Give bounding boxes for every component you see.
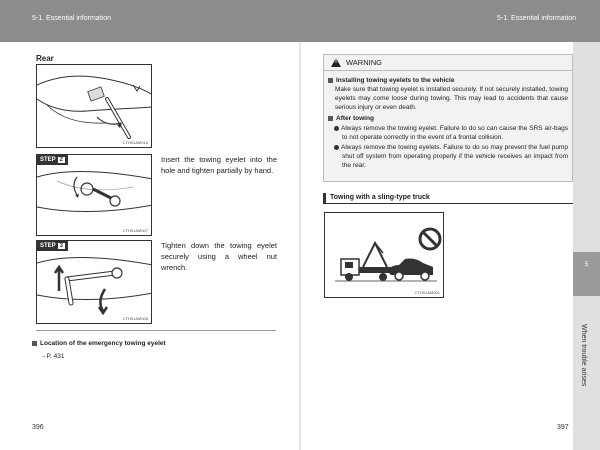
location-page-ref[interactable]: →P. 431	[40, 353, 65, 360]
page-number-left: 396	[32, 424, 44, 431]
warning-bullet-text: Always remove the towing eyelets. Failure to do so may prevent the fuel pump shut off system from operating properly if the vehicle receives an impact from the rear.	[341, 144, 568, 169]
section-divider	[36, 330, 276, 331]
warning-bullet	[328, 124, 568, 142]
step-label: STEP	[40, 243, 56, 249]
figure-step-3	[36, 240, 152, 324]
figure-step-2	[36, 154, 152, 236]
figure-sling-truck	[324, 212, 444, 298]
square-bullet-icon	[328, 116, 333, 121]
side-tab	[573, 42, 600, 450]
step-number: 2	[59, 157, 64, 163]
tighten-eyelet-illustration	[37, 241, 152, 324]
header-bar	[0, 0, 600, 42]
warning-heading-install: Installing towing eyelets to the vehicle	[336, 77, 455, 84]
step-2-text: Insert the towing eyelet into the hole and tighten partially by hand.	[161, 155, 277, 175]
step-2-badge	[37, 155, 68, 165]
page-number-right: 397	[557, 424, 569, 431]
warning-title: WARNING	[346, 58, 382, 67]
warning-header	[324, 55, 572, 71]
figure-code: CTH51AM001	[414, 290, 440, 295]
figure-code: CTH51AM007	[122, 228, 148, 233]
warning-subheading	[328, 76, 568, 85]
warning-body	[324, 71, 572, 173]
step-label: STEP	[40, 157, 56, 163]
warning-triangle-icon	[331, 58, 341, 67]
square-bullet-icon	[328, 78, 333, 83]
rear-bumper-illustration	[37, 65, 152, 148]
sling-truck-prohibited-illustration	[325, 213, 445, 299]
location-heading	[32, 340, 166, 347]
header-left-title: 5-1. Essential information	[32, 15, 111, 22]
insert-eyelet-illustration	[37, 155, 152, 236]
step-3-badge	[37, 241, 68, 251]
square-bullet-icon	[32, 341, 37, 346]
warning-install-text: Make sure that towing eyelet is installed securely. If not securely installed, towing eyelets may come loose during towing. This may lead to accidents that cause serious injury or even death.	[335, 86, 568, 111]
warning-bullet-text: Always remove the towing eyelet. Failure to do so can cause the SRS air-bags to not operate correctly in the event of a frontal collision.	[341, 125, 568, 141]
bullet-dot-icon	[334, 145, 339, 150]
section-title-rear: Rear	[36, 54, 54, 63]
page-divider	[299, 42, 301, 450]
sling-section-title: Towing with a sling-type truck	[323, 193, 573, 204]
header-right-title: 5-1. Essential information	[497, 15, 576, 22]
step-number: 3	[59, 243, 64, 249]
warning-bullet	[328, 143, 568, 170]
figure-code: CTH51AM008	[122, 316, 148, 321]
chapter-title: When trouble arises	[580, 324, 587, 387]
chapter-number: 5	[584, 262, 589, 268]
location-title: Location of the emergency towing eyelet	[40, 340, 166, 347]
warning-subheading	[328, 114, 568, 123]
figure-code: CTH51AM016	[122, 140, 148, 145]
warning-box	[323, 54, 573, 182]
chapter-tab-block[interactable]	[573, 252, 600, 296]
step-3-text: Tighten down the towing eyelet securely using a wheel nut wrench.	[161, 241, 277, 272]
warning-heading-after: After towing	[336, 115, 374, 122]
figure-rear-bumper	[36, 64, 152, 148]
bullet-dot-icon	[334, 126, 339, 131]
